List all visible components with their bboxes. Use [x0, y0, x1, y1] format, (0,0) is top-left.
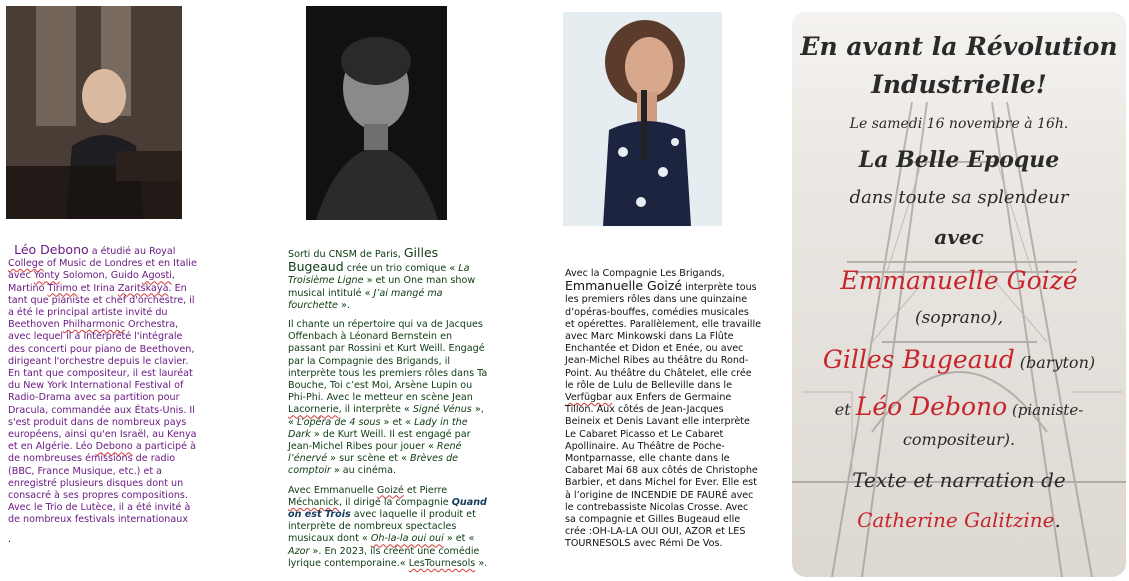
poster-leo-debono: Léo Debono — [855, 392, 1008, 421]
name-leo-debono: Léo Debono — [14, 242, 89, 257]
poster-gilles-bugeaud: Gilles Bugeaud — [822, 345, 1015, 374]
photo-gilles-bugeaud — [306, 6, 447, 220]
poster-catherine-galitzine: Catherine Galitzine — [857, 508, 1055, 532]
name-emmanuelle-goize: Emmanuelle Goizé — [565, 278, 683, 294]
bio-emmanuelle-goize: Avec la Compagnie Les Brigands, Emmanuelle Goizé interprète tous les premiers rôles dans une quinzaine d’opéras-bouffes, comédies musicales et opérettes. Parallèlement, elle travaille avec Marc Minkowski dans La Flûte Enchantée et Didon et Enée, ou avec Jean-Michel Ribes au théâtre du Rond-Point. Au théâtre du Châtelet, elle crée le rôle de Lulu de Belleville dans le Verfügbar aux Enfers de Germaine Tillon. Aux côtés de Jean-Jacques Beineix et Denis Lavant elle interprète Le Cabaret Picasso et Le Cabaret Apollinaire. Au Théâtre de Poche-Montparnasse, elle chante dans le Cabaret Mai 68 aux côtés de Christophe Barbier, et dans Michel for Ever. Elle est à l’origine de INCENDIE DE FAURÉ avec le contrebassiste Nicolas Crosse. Avec sa compagnie et Gilles Bugeaud elle crée :OH-LA-LA OUI OUI, AZOR et LES TOURNESOLS avec Rémi De Vos. — [565, 268, 762, 550]
name-gilles-bugeaud: Gilles Bugeaud — [288, 245, 439, 275]
bio-leo-debono: Léo Debono a étudié au Royal College of Music de Londres et en Italie avec Yonty Solomon, Guido Agosti, Martino Tirimo et Irina Zaritskaya. En tant que pianiste et chef d'orchestre, il a été le principal artiste invité du Beethoven Philharmonic Orchestra, avec lequel il a interprété l'intégrale des concerti pour piano de Beethoven, dirigeant l'orchestre depuis le clavier. En tant que compositeur, il est lauréat du New York International Festival of Radio-Drama avec sa partition pour Dracula, commandée aux États-Unis. Il s'est produit dans de nombreux pays européens, ainsi qu'en Israël, au Kenya et en Algérie. Léo Debono a participé à de nombreuses émissions de radio (BBC, France Musique, etc.) et a enregistré plusieurs disques dont un consacré à ses propres compositions. Avec le Trio de Lutèce, il a été invité à de nombreux festivals internationaux . — [8, 242, 197, 545]
photo-emmanuelle-goize — [563, 12, 722, 226]
event-poster: En avant la Révolution Industrielle! Le samedi 16 novembre à 16h. La Belle Epoque dans toute sa splendeur avec Emmanuelle Goizé (soprano), Gilles Bugeaud (baryton) et Léo Debono (pianiste- compositeur). Texte et narration de Catherine Galitzine. — [792, 12, 1126, 577]
photo-leo-debono — [6, 6, 182, 219]
bio-gilles-bugeaud: Sorti du CNSM de Paris, Gilles Bugeaud crée un trio comique « La Troisième Ligne » et un One man show musical intitulé « J’ai mangé ma fourchette ». Il chante un répertoire qui va de Jacques Offenbach à Léonard Bernstein en passant par Rossini et Kurt Weill. Engagé par la Compagnie des Brigands, il interprète tous les premiers rôles dans Ta Bouche, Toi c’est Moi, Arsène Lupin ou Phi-Phi. Avec le metteur en scène Jean Lacornerie, il interprète « Signé Vénus », « L’opéra de 4 sous » et « Lady in the Dark » de Kurt Weill. Il est engagé par Jean-Michel Ribes pour jouer « René l’énervé » sur scène et « Brèves de comptoir » au cinéma. Avec Emmanuelle Goizé et Pierre Méchanick, il dirige la compagnie Quand on est Trois avec laquelle il produit et interprète de nombreux spectacles musicaux dont « Oh-la-la oui oui » et « Azor ». En 2023, ils créent une comédie lyrique contemporaine.« LesTournesols ». — [288, 245, 488, 569]
